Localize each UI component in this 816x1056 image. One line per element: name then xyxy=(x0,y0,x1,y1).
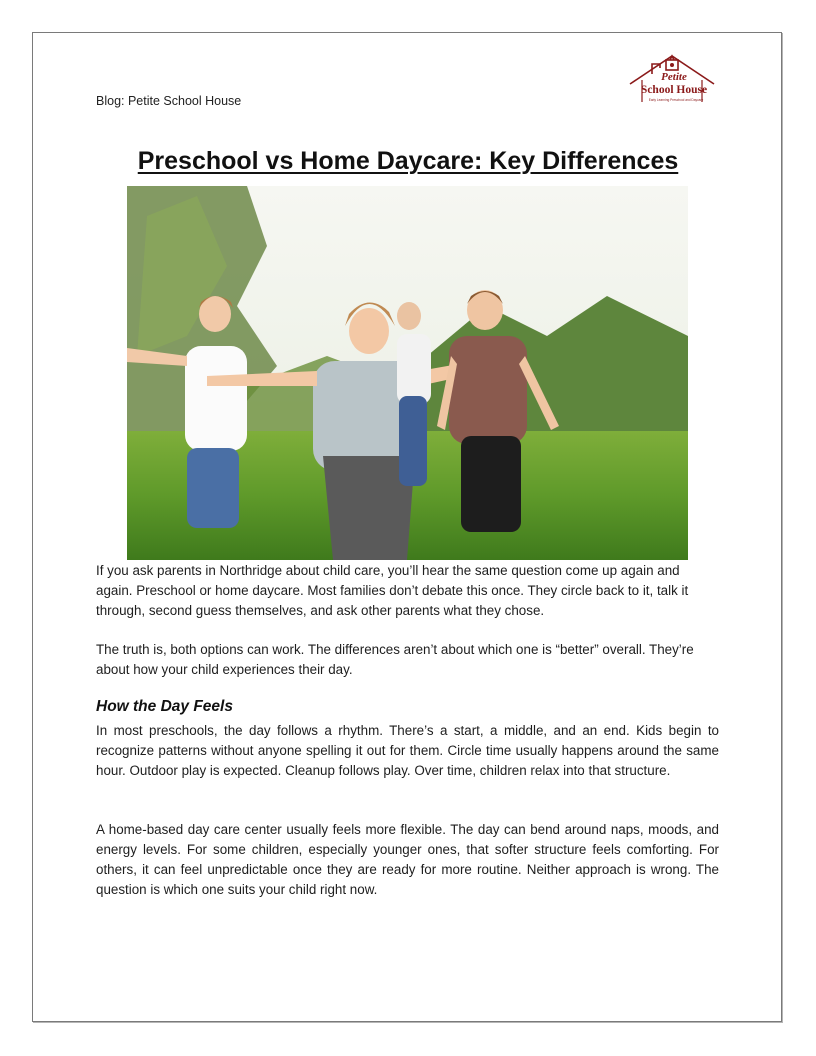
children-running-in-grass-photo xyxy=(127,186,688,560)
logo xyxy=(626,46,718,108)
hero-image xyxy=(127,186,688,560)
section-heading: How the Day Feels xyxy=(96,698,233,715)
intro-paragraph: If you ask parents in Northridge about child care, you’ll hear the same question come up again and again. Preschool or home daycare. Most families don’t debate this once. They circle back to it, talk it through, second guess themselves, and ask other parents what they chose. xyxy=(96,563,689,618)
logo-line1: Petite xyxy=(661,71,687,83)
logo-line2: School House xyxy=(640,84,708,96)
logo-tagline: Early Learning Preschool and Daycare xyxy=(648,98,704,102)
truth-paragraph: The truth is, both options can work. The differences aren’t about which one is “better” overall. They’re about how your child experiences their day. xyxy=(96,642,694,677)
blog-label: Blog: Petite School House xyxy=(96,94,242,108)
article-title: Preschool vs Home Daycare: Key Differences xyxy=(137,147,679,175)
home-daycare-paragraph: A home-based day care center usually feels more flexible. The day can bend around naps, moods, and energy levels. For some children, especially younger ones, that softer structure feels comforting. For others, it can feel unpredictable once they are ready for more routine. Neither approach is wrong. The question is which one suits your child right now. xyxy=(96,822,719,897)
preschool-paragraph: In most preschools, the day follows a rhythm. There’s a start, a middle, and an end. Kids begin to recognize patterns without anyone spelling it out for them. Circle time usually happens around the same hour. Outdoor play is expected. Cleanup follows play. Over time, children relax into that structure. xyxy=(96,723,719,778)
